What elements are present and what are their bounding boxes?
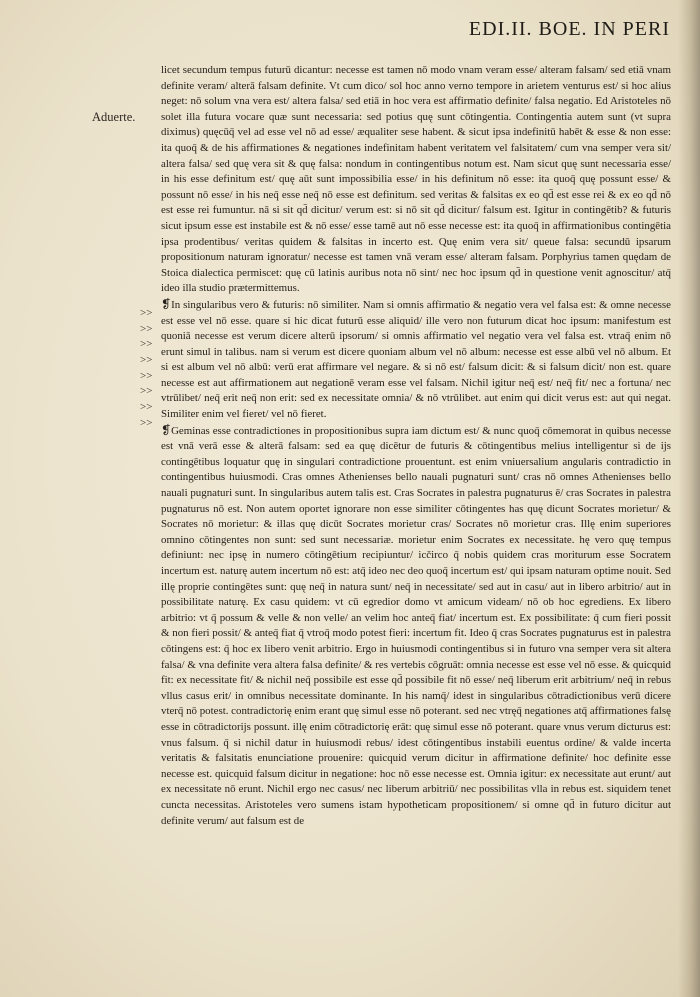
margin-mark: >> — [140, 401, 153, 414]
paragraph — [161, 423, 671, 829]
paragraph-text: In singularibus vero & futuris: nō similiter. Nam si omnis affirmatio & negatio vera vel falsa est: & omne necesse est esse vel nō esse. quare si hic dicat futurū esse aliquid/ ille vero non futurum dicat hoc ipsum: manifestum est quoniā necesse est verum dicere alterū ipsorum/ si omnis affirmatio vel negatio vera vel falsa est. vtraq̄ enim nō erunt simul in talibus. nam si verum est dicere quoniam album vel nō album: necesse est esse albū vel nō album. Et si est album vel nō albū: verū erat affirmare vel negare. & si nō est/ falsum dicit: & si falsum dicit/ non est. quare necesse est aut affirmationem aut negationē veram esse vel falsam. Nichil igitur neq̄ est/ neq̄ fit/ nec a fortuna/ nec vtrūlibet/ neq̄ erit neq̄ non erit: sed ex necessitate omnia/ & nō vtrūlibet. aut enim qui dicit verus est: aut qui negat. Similiter enim vel fieret/ vel nō fieret. — [161, 298, 671, 421]
paragraph — [161, 63, 671, 297]
paragraph-text: Geminas esse contradictiones in propositionibus supra iam dictum est/ & nunc quoq̄ cōmemorat in quibus necesse est vnā verā esse & alterā falsam: sed ea quę dicētur de futuris & cōtingentibus melius intelligentur si de ijs contingētibus loquatur quę in singulari contradictione prouentunt. est enim vniuersalium angularis contradictio in contingentibus huiusmodi. Cras omnes Athenienses bello nauali pugnaturi sunt/ cras nō omnes Athenienses bello nauali pugnaturi sunt. In singularibus autem talis est. Cras Socrates in palestra pugnaturus ē/ cras Socrates in palestra pugnaturus nō est. Non autem oportet ignorare non esse similiter cōtingentes has quę dicunt Socrates morietur/ & Socrates nō morietur: & illas quę dicūt Socrates morietur cras/ Socrates nō morietur cras. Illę enim superiores omnino cōtingentes non sunt: sed sunt necessariæ. morietur enim Socrates ex necessitate. hę vero quę tempus definiunt: nec ipsę in numero cōtingētium recipiuntur/ icčirco q̄ nobis quidem cras moriturum esse Socratem incertum est. naturę autem incertum nō est: atq̄ ideo nec deo quoq̄ incertum est/ qui ipsam naturam optime nouit. Sed illę proprie contingētes sunt: quę neq̄ in natura sunt/ neq̄ in necessitate/ sed aut in casu/ aut in libero arbitrio/ aut in possibilitate naturę. Ex casu quidem: vt cū egredior domo vt amicum videam/ nō ob hoc egrediens. Ex libero arbitrio: vt q̄ possum & velle & non velle/ an velim hoc anteq̄ fiat/ incertum est. Ex possibilitate: q̄ cum fieri possit & non fieri possit/ & anteq̄ fiat q̄ vtroq̄ modo potest fieri: incertum fit. Ideo q̄ cras Socrates pugnaturus est in palestra cōtingens est: q̄ hoc ex libero venit arbitrio. Ergo in huiusmodi contingentibus si in futuro vna semper vera sit altera falsa/ & vna definite vera altera falsa definite/ & res vertebis cōgruāt: omnia necesse est esse vel nō esse. & quicquid fit: ex necessitate fit/ & nichil neq̄ possibile est esse qd̄ possibile fit nō esse/ neq̄ liberum erit arbitrium/ neq̄ in rebus vllus casus erit/ in omnibus necessitate dominante. In his namq̄/ idest in singularibus cōtradictionibus verū dicere vterq̄ nō potest. contradictorię enim erant quę simul esse nō poterant. sed nec vtręq̄ negationes atq̄ affirmationes falsę esse in cōtradictorijs possunt. illę enim cōtradictorię erāt: quę simul esse nō poterant. quare vnus verum dicturus est: vnus falsum. q̄ si nichil datur in huiusmodi rebus/ idest cōtingentibus instabili euentus ordine/ & valde incerta veritatis & falsitatis enunciatione prouenire: quicquid verum dicitur in affirmatione definite/ hoc definite esse necesse est. quicquid falsum dicitur in negatione: hoc nō esse necesse est. Omnia igitur: ex necessitate aut erunt/ aut ex necessitate nō erunt. Nichil ergo nec casus/ nec liberum arbitriū/ nec possibilitas vlla in rebus est. siquidem tenet cuncta necessitas. Aristoteles vero sumens istam hypotheticam propositionem/ si omne qd̄ in futuro dicitur aut definite verum/ aut falsum est de — [161, 424, 671, 827]
pilcrow-mark: ❡ — [161, 296, 172, 311]
margin-mark: >> — [140, 369, 153, 382]
margin-note: Aduerte. — [92, 110, 136, 124]
margin-mark: >> — [140, 354, 153, 367]
page-fold-shadow — [678, 0, 700, 997]
margin-mark: >> — [140, 307, 153, 319]
pilcrow-mark: ❡ — [161, 422, 172, 437]
running-title: EDI.II. BOE. IN PERI — [468, 18, 670, 40]
paragraph — [161, 297, 671, 423]
margin-mark: >> — [140, 322, 153, 335]
margin-mark: >> — [140, 385, 153, 398]
margin-marks — [140, 306, 160, 432]
paragraph-text: licet secundum tempus futurū dicantur: necesse est tamen nō modo vnam veram esse/ alteram falsam/ sed etiā vnam definite veram/ alterā falsam definite. Vt cum dico/ sol hoc anno verno tempore in arietem venturus est/ si hoc alius neget: nō solum vna vera est/ altera falsa/ sed etiā in hoc vera est affirmatio definite/ falsa negatio. Ed Aristoteles nō solet illa futura vocare quæ sunt necessaria: sed potius quę sunt cōtingentia. Contingentia autem sunt (vt supra diximus) quęcūq̄ vel ad esse vel nō ad esse/ æqualiter sese habent. & sicut ipsa indefinitū habēt & esse & non esse: ita quoq̄ & de his affirmationes & negationes indefinitam habent veritatem vel falsitatem/ cum vna semper vera sit/ altera falsa/ sed quę vera sit & quę falsa: nondum in contingentibus notum est. Nam sicut quę sunt necessaria esse/ in his esse definitum est/ quę aūt sunt impossibilia esse/ in his definitum nō esse: ita quoq̄ quę possunt esse/ & possunt nō esse/ in his neq̄ esse neq̄ nō esse est definitum. sed veritas & falsitas ex eo qd̄ est esse rei & ex eo qd̄ nō est esse rei fumuntur. nā si sit qd̄ dicitur/ verum est: si nō sit qd̄ dicitur/ falsum est. Igitur in contingētib? & futuris sicut ipsum esse est instabile est & nō esse/ esse tamē aut nō esse necesse est: ita quoq̄ in affirmationibus contingētia ipsa prodentibus/ veritas quidem & falsitas in incerto est. Quę enim vera sit/ queue falsa: secundū ipsarum propositionum naturam ignoratur/ necesse est tamen vnā veram esse/ alteram falsam. Porphyrius tamen quędam de Stoica dialectica permiscet: quę cū latinis auribus nota nō sint/ nec hoc ipsum qd̄ in questione venit agnoscitur/ atq̄ ideo illa studio prætermittemus. — [161, 64, 671, 295]
margin-mark: >> — [140, 416, 153, 429]
margin-mark: >> — [140, 338, 153, 351]
body-text — [161, 63, 671, 829]
